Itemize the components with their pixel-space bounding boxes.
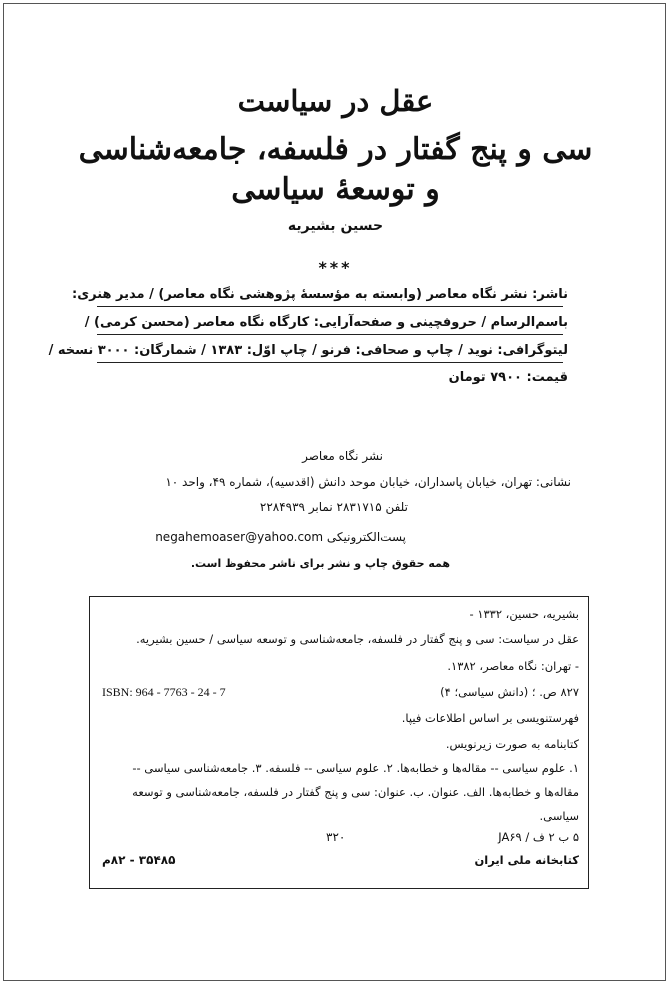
credits-printing-line: لیتوگرافی: نوید / چاپ و صحافی: فرنو / چاپ اوّل: ۱۳۸۳ / شمارگان: ۳۰۰۰ نسخه / xyxy=(48,343,568,358)
credits-divider xyxy=(97,334,563,335)
book-title: عقل در سیاست xyxy=(237,84,434,118)
publisher-name: نشر نگاه معاصر xyxy=(302,449,383,463)
catalog-dewey: ۳۲۰ xyxy=(326,830,346,844)
catalog-imprint: - تهران: نگاه معاصر، ۱۳۸۲. xyxy=(447,659,579,673)
credits-publisher-line: ناشر: نشر نگاه معاصر (وابسته به مؤسسهٔ پژوهشی نگاه معاصر) / مدیر هنری: xyxy=(72,287,568,302)
catalog-subjects-line3: سیاسی. xyxy=(539,809,579,823)
copyright-notice: همه حقوق چاپ و نشر برای ناشر محفوظ است. xyxy=(190,557,450,570)
credits-divider xyxy=(97,362,563,363)
catalog-isbn: ISBN: 964 - 7763 - 24 - 7 xyxy=(102,685,226,699)
catalog-bibliography-note: کتابنامه به صورت زیرنویس. xyxy=(445,737,579,751)
email-address[interactable]: negahemoaser@yahoo.com xyxy=(155,530,324,544)
publisher-address: نشانی: تهران، خیابان پاسداران، خیابان موحد دانش (اقدسیه)، شماره ۴۹، واحد ۱۰ xyxy=(165,475,571,489)
publisher-phones: تلفن ۲۸۳۱۷۱۵ نمابر ۲۲۸۴۹۳۹ xyxy=(259,500,408,514)
credits-divider xyxy=(97,306,563,307)
email-label: پست‌الکترونیکی xyxy=(326,530,406,544)
publisher-email-line xyxy=(155,530,406,544)
catalog-library-name: کتابخانه ملی ایران xyxy=(474,853,579,867)
credits-price-line: قیمت: ۷۹۰۰ تومان xyxy=(448,370,568,385)
catalog-subjects-line2: مقاله‌ها و خطابه‌ها. الف. عنوان. ب. عنوان: سی و پنج گفتار در فلسفه، جامعه‌شناسی و توسعه xyxy=(132,785,579,799)
catalog-title: عقل در سیاست: سی و پنج گفتار در فلسفه، جامعه‌شناسی و توسعه سیاسی / حسین بشیریه. xyxy=(136,632,579,646)
author-name: حسین بشیریه xyxy=(287,218,384,234)
catalog-collation: ۸۲۷ ص. ؛ (دانش سیاسی؛ ۴) xyxy=(440,685,579,699)
book-subtitle-line1: سی و پنج گفتار در فلسفه، جامعه‌شناسی xyxy=(78,132,593,167)
catalog-author: بشیریه، حسین، ۱۳۳۲ - xyxy=(469,607,579,621)
catalog-classification: ۵ ب ۲ ف / JA۶۹ xyxy=(498,830,579,844)
catalog-note: فهرستنویسی بر اساس اطلاعات فیپا. xyxy=(401,711,579,725)
catalog-national-number: ۳۵۴۸۵ - ۸۲م xyxy=(102,853,176,867)
catalog-subjects-line1: ۱. علوم سیاسی -- مقاله‌ها و خطابه‌ها. ۲. علوم سیاسی -- فلسفه. ۳. جامعه‌شناسی سیاسی -- xyxy=(132,761,579,775)
credits-typesetting-line: باسم‌الرسام / حروفچینی و صفحه‌آرایی: کارگاه نگاه معاصر (محسن کرمی) / xyxy=(84,315,568,330)
separator-stars: *** xyxy=(318,258,353,277)
book-subtitle-line2: و توسعهٔ سیاسی xyxy=(231,172,440,207)
